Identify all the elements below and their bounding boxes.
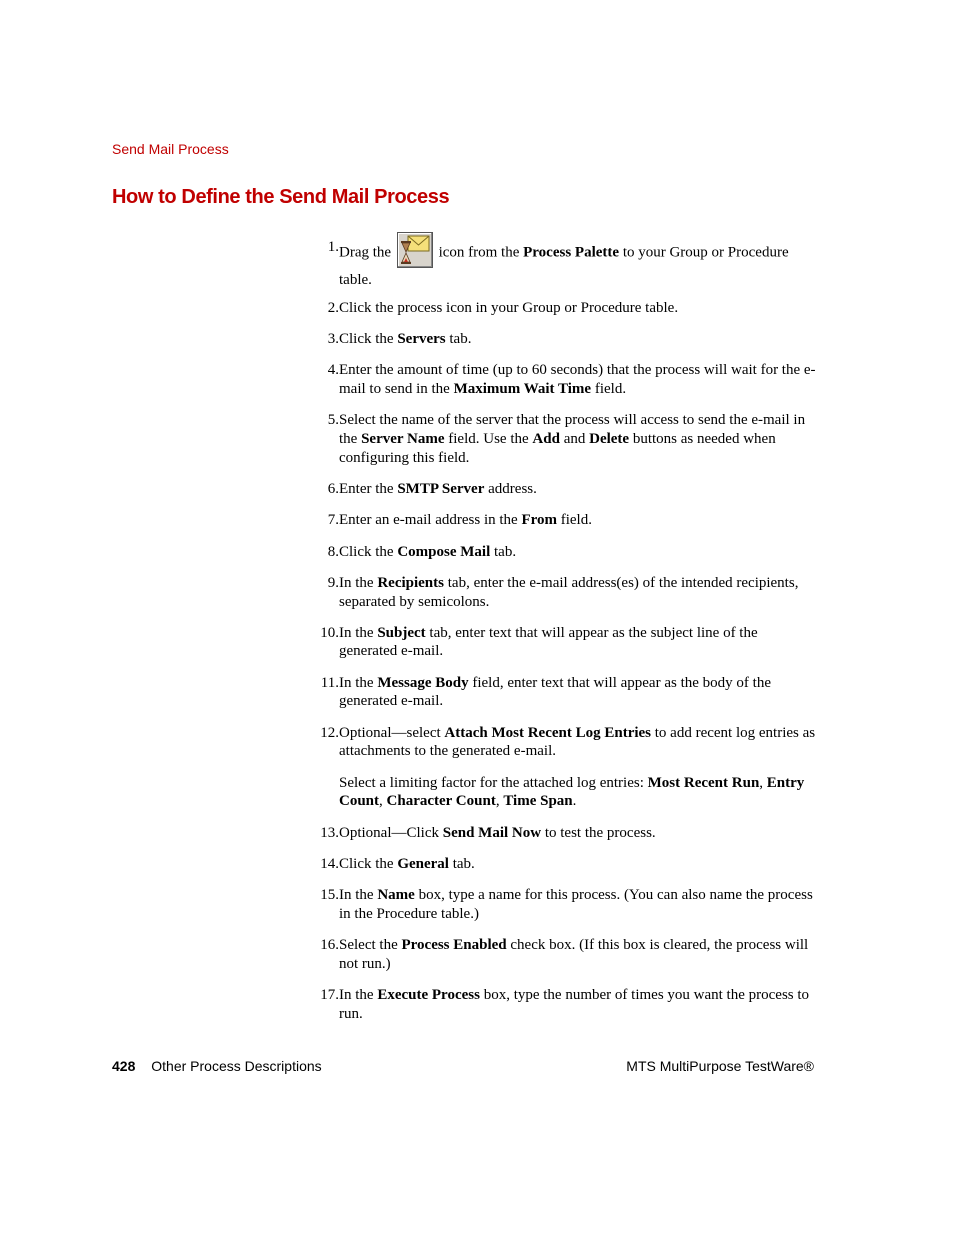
ui-term: Add (532, 431, 560, 448)
step-number: 16. (320, 936, 339, 953)
ui-term: Entry Count (339, 774, 805, 810)
ui-term: Subject (377, 624, 426, 641)
step-text: field, enter text that will appear as the body of the generated e-mail. (339, 674, 771, 710)
ui-term: From (521, 512, 557, 529)
step-text: Optional—select (339, 724, 445, 741)
step-item (308, 855, 816, 874)
step-text: check box. (If this box is cleared, the process will not run.) (339, 936, 809, 972)
step-body (339, 936, 816, 974)
step-body (339, 480, 816, 499)
step-text: Enter the (339, 481, 398, 498)
footer-left (112, 1058, 322, 1074)
step-text: , (759, 774, 767, 791)
ui-term: Character Count (386, 793, 496, 810)
step-text: to test the process. (541, 824, 656, 841)
ui-term: Recipients (377, 574, 444, 591)
step-item (308, 511, 816, 530)
step-paragraph (339, 624, 816, 662)
step-text: field. (556, 512, 592, 529)
step-text: box, type a name for this process. (You can also name the process in the Procedure table.) (339, 887, 813, 922)
product-name: MTS MultiPurpose TestWare® (626, 1058, 814, 1074)
step-text: , (495, 793, 504, 810)
step-number: 7. (327, 512, 339, 529)
step-number: 10. (320, 624, 339, 641)
step-text: Select a limiting factor for the attached log entries: (339, 774, 648, 791)
step-text: Click the (339, 331, 398, 348)
step-body (339, 674, 816, 712)
ui-term: Name (377, 887, 415, 903)
step-body (339, 574, 816, 612)
ui-term: Message Body (377, 674, 469, 691)
step-text: Select the (339, 936, 402, 953)
step-text: tab. (448, 855, 475, 872)
step-text: icon from the (434, 244, 524, 261)
step-number: 13. (320, 824, 339, 841)
step-text: Drag the (339, 244, 395, 261)
step-text: field. (591, 381, 627, 398)
step-body (339, 855, 816, 874)
step-item (308, 238, 816, 292)
step-text: Click the process icon in your Group or Procedure table. (339, 300, 679, 316)
step-number: 12. (320, 724, 339, 741)
ui-term: Process Palette (523, 244, 620, 261)
step-text: In the (339, 887, 378, 903)
step-number: 6. (327, 481, 339, 498)
step-paragraph (339, 936, 816, 974)
step-paragraph (339, 574, 816, 612)
ui-term: Time Span (503, 793, 573, 810)
ui-term: Send Mail Now (442, 824, 542, 841)
step-text: Enter an e-mail address in the (339, 512, 522, 529)
step-body (339, 238, 816, 292)
step-text: tab, enter the e-mail address(es) of the intended recipients, separated by semicolons. (339, 574, 799, 610)
step-body (339, 511, 816, 530)
ui-term: Maximum Wait Time (453, 381, 592, 398)
step-number: 5. (327, 412, 339, 429)
step-text: tab, enter text that will appear as the subject line of the generated e-mail. (339, 624, 758, 660)
step-number: 1. (327, 239, 339, 255)
step-paragraph (339, 886, 816, 924)
ui-term: SMTP Server (397, 481, 485, 498)
step-sub-paragraph (339, 774, 816, 812)
step-text: tab. (490, 543, 517, 560)
step-text: Click the (339, 543, 398, 560)
ui-term: Attach Most Recent Log Entries (444, 724, 652, 741)
step-item (308, 543, 816, 562)
ui-term: Server Name (361, 431, 445, 448)
step-item (308, 411, 816, 467)
step-text: In the (339, 986, 378, 1003)
section-title: How to Define the Send Mail Process (112, 186, 450, 208)
step-text: address. (484, 481, 537, 498)
step-number: 8. (327, 543, 339, 560)
step-item (308, 299, 816, 318)
step-text: Optional—Click (339, 824, 443, 841)
step-paragraph (339, 238, 816, 292)
step-number: 11. (320, 674, 339, 691)
step-text: to add recent log entries as attachments to the generated e-mail. (339, 724, 816, 760)
step-body (339, 986, 816, 1024)
step-paragraph (339, 361, 816, 399)
step-text: . (572, 793, 577, 810)
step-body (339, 824, 816, 843)
step-item (308, 574, 816, 612)
step-item (308, 624, 816, 662)
step-body (339, 330, 816, 349)
ui-term: Execute Process (377, 986, 480, 1003)
step-text: tab. (445, 331, 472, 348)
step-item (308, 936, 816, 974)
step-number: 2. (327, 300, 339, 316)
step-text: , (379, 793, 387, 810)
step-paragraph (339, 411, 816, 467)
step-paragraph (339, 855, 816, 874)
step-item (308, 724, 816, 812)
step-paragraph (339, 543, 816, 562)
step-item (308, 480, 816, 499)
step-paragraph (339, 330, 816, 349)
step-paragraph (339, 824, 816, 843)
step-item (308, 330, 816, 349)
page-number: 428 (112, 1058, 136, 1074)
step-text: field. Use the (444, 431, 533, 448)
procedure-steps (308, 238, 816, 1036)
step-item (308, 824, 816, 843)
ui-term: Compose Mail (397, 543, 491, 560)
step-item (308, 886, 816, 924)
step-text: In the (339, 624, 378, 641)
step-number: 9. (327, 574, 339, 591)
ui-term: General (397, 855, 449, 872)
step-text: In the (339, 674, 378, 691)
step-body (339, 411, 816, 467)
step-text: box, type the number of times you want the process to run. (339, 986, 810, 1022)
step-paragraph (339, 674, 816, 712)
chapter-title: Other Process Descriptions (151, 1058, 322, 1074)
step-text: Select the name of the server that the process will access to send the e-mail in the (339, 412, 806, 448)
step-body (339, 299, 816, 318)
step-number: 17. (320, 986, 339, 1003)
ui-term: Servers (397, 331, 446, 348)
step-text: Click the (339, 855, 398, 872)
step-body (339, 543, 816, 562)
step-body (339, 886, 816, 924)
step-number: 14. (320, 855, 339, 872)
step-text: buttons as needed when configuring this field. (339, 431, 776, 466)
step-text: In the (339, 574, 378, 591)
step-item (308, 361, 816, 399)
step-body (339, 361, 816, 399)
step-number: 4. (327, 362, 339, 379)
step-item (308, 986, 816, 1024)
send-mail-process-icon (397, 232, 433, 268)
step-body (339, 624, 816, 662)
step-text: Enter the amount of time (up to 60 seconds) that the process will wait for the e-mail to send in the (339, 362, 816, 398)
step-paragraph (339, 724, 816, 762)
ui-term: Delete (589, 431, 630, 448)
step-paragraph (339, 511, 816, 530)
step-paragraph (339, 986, 816, 1024)
step-number: 3. (327, 331, 339, 348)
step-body (339, 724, 816, 812)
running-head: Send Mail Process (112, 141, 229, 157)
step-text: and (559, 431, 590, 448)
step-item (308, 674, 816, 712)
ui-term: Process Enabled (401, 936, 507, 953)
step-text: to your Group or Procedure table. (339, 244, 789, 288)
step-paragraph (339, 480, 816, 499)
step-number: 15. (320, 887, 339, 903)
step-paragraph (339, 299, 816, 318)
ui-term: Most Recent Run (647, 774, 760, 791)
